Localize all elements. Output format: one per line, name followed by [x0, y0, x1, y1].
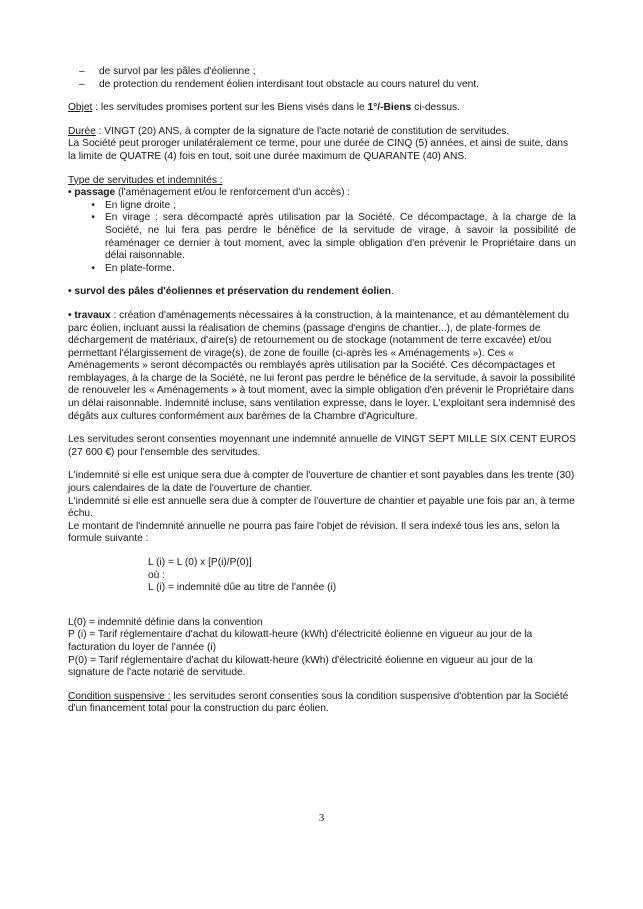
- document-body: [68, 66, 576, 716]
- bullet-marker: •: [91, 262, 95, 274]
- bullet-text: En plate-forme.: [105, 262, 175, 274]
- passage-bullet-item: [68, 200, 576, 213]
- bullet-marker: •: [91, 199, 95, 211]
- dash-item-text: de survol par les pâles d'éolienne ;: [99, 66, 256, 77]
- types-heading: Type de servitudes et indemnités :: [68, 174, 223, 186]
- formula-where: où :: [148, 569, 165, 581]
- passage-label: passage: [74, 187, 116, 199]
- page-number: 3: [318, 812, 325, 824]
- survol-period: .: [391, 286, 394, 298]
- passage-bullet-item: [68, 212, 576, 262]
- survol-line: [68, 286, 576, 299]
- passage-description: (l'aménagement et/ou le renforcement d'un accès) :: [115, 187, 351, 199]
- formula-definition: L (i) = indemnité dûe au titre de l'année (i): [148, 582, 337, 594]
- bullet-text: En virage : sera décompacté après utilisation par la Société. Ce décompactage, à la charge de la Société, ne lui fera pas perdre le bénéfice de la servitude de virage, à savoir la possibilité de réaménager ce dernier à tout moment, avec la simple obligation d'en prévenir le Propriétaire dans un délai raisonnable.: [105, 212, 576, 262]
- definition-p0: P(0) = Tarif réglementaire d'achat du kilowatt-heure (kWh) d'électricité éolienne en vigueur au jour de la signature de l'acte notarié de servitude.: [68, 654, 533, 679]
- dash-marker: –: [79, 78, 85, 90]
- objet-paragraph: [68, 102, 576, 115]
- duree-label: Durée: [68, 125, 96, 137]
- indemnite-unique-paragraph: L'indemnité si elle est unique sera due à compter de l'ouverture de chantier et sont payables dans les trente (30) jours calendaires de la date de l'ouverture de chantier.: [68, 470, 575, 495]
- objet-bold-ref: 1°/-Biens: [367, 102, 412, 114]
- indexation-formula: [68, 557, 576, 595]
- passage-bullet: •: [68, 187, 75, 199]
- passage-line: [68, 187, 576, 200]
- duree-paragraph: [68, 126, 576, 139]
- travaux-text: : création d'aménagements nécessaires à la construction, à la maintenance, et au démantèlement du parc éolien, incluant aussi la réalisation de chemins (passage d'engins de chantier...), de plate-formes de déchargement de matériaux, d'aire(s) de retournement ou de stockage (notamment de terre excavée) et/ou permettant l'élargissement de virage(s), de zone de fouille (ci-après les « Aménagements »). Ces « Aménagements » seront décompactés ou remblayés après utilisation par la Société. Ces décompactages et remblayages, à la charge de la Société, ne lui feront pas perdre le bénéfice de la servitude, à savoir la possibilité de renouveler les « Aménagements » à tout moment, avec la simple obligation d'en prévenir le Propriétaire dans un délai raisonnable. Indemnité incluse, sans ventilation expresse, dans le loyer. L'exploitant sera indemnisé des dégâts aux cultures conformément aux barèmes de la Chambre d'Agriculture.: [68, 309, 576, 422]
- bullet-text: En ligne droite ;: [105, 199, 176, 211]
- dash-list-item: [68, 66, 576, 79]
- travaux-bullet: •: [68, 309, 75, 321]
- duree-extension: La Société peut proroger unilatéralement ce terme, pour une durée de CINQ (5) années, et ainsi de suite, dans la limite de QUATRE (4) fois en tout, soit une durée maximum de QUARANTE (40) ANS.: [68, 138, 569, 162]
- duree-line1: : VINGT (20) ANS, à compter de la signature de l'acte notarié de constitution de servitudes.: [95, 125, 510, 137]
- condition-text: les servitudes seront consenties sous la condition suspensive d'obtention par la Société d'un financement total pour la construction du parc éolien.: [68, 690, 569, 715]
- bullet-marker: •: [91, 212, 95, 224]
- condition-paragraph: [68, 691, 576, 716]
- travaux-paragraph: [68, 310, 576, 423]
- survol-heading: • survol des pâles d'éoliennes et préservation du rendement éolien: [68, 286, 392, 298]
- definition-l0: L(0) = indemnité définie dans la convention: [68, 616, 263, 628]
- definition-pi: P (i) = Tarif réglementaire d'achat du kilowatt-heure (kWh) d'électricité éolienne en vigueur au jour de la facturation du loyer de l'année (i): [68, 629, 533, 653]
- dash-list-item: [68, 79, 576, 92]
- condition-label: Condition suspensive :: [68, 690, 171, 702]
- objet-label: Objet: [68, 102, 93, 114]
- travaux-label: travaux: [74, 309, 111, 321]
- indexation-paragraph: Le montant de l'indemnité annuelle ne pourra pas faire l'objet de révision. Il sera indexé tous les ans, selon la formule suivante :: [68, 520, 560, 545]
- formula-line: L (i) = L (0) x [P(i)/P(0)]: [148, 557, 252, 568]
- indemnite-amount-paragraph: Les servitudes seront consenties moyennant une indemnité annuelle de VINGT SEPT MILLE SIX CENT EUROS (27 600 €) pour l'ensemble des servitudes.: [68, 434, 576, 458]
- objet-text-end: ci-dessus.: [411, 102, 460, 114]
- dash-item-text: de protection du rendement éolien interdisant tout obstacle au cours naturel du vent.: [99, 78, 480, 90]
- dash-marker: –: [79, 66, 85, 77]
- objet-text: : les servitudes promises portent sur les Biens visés dans le: [92, 102, 368, 114]
- indemnite-annuelle-paragraph: L'indemnité si elle est annuelle sera due à compter de l'ouverture de chantier et payable une fois par an, à terme échu.: [68, 495, 575, 520]
- passage-bullet-item: [68, 263, 576, 276]
